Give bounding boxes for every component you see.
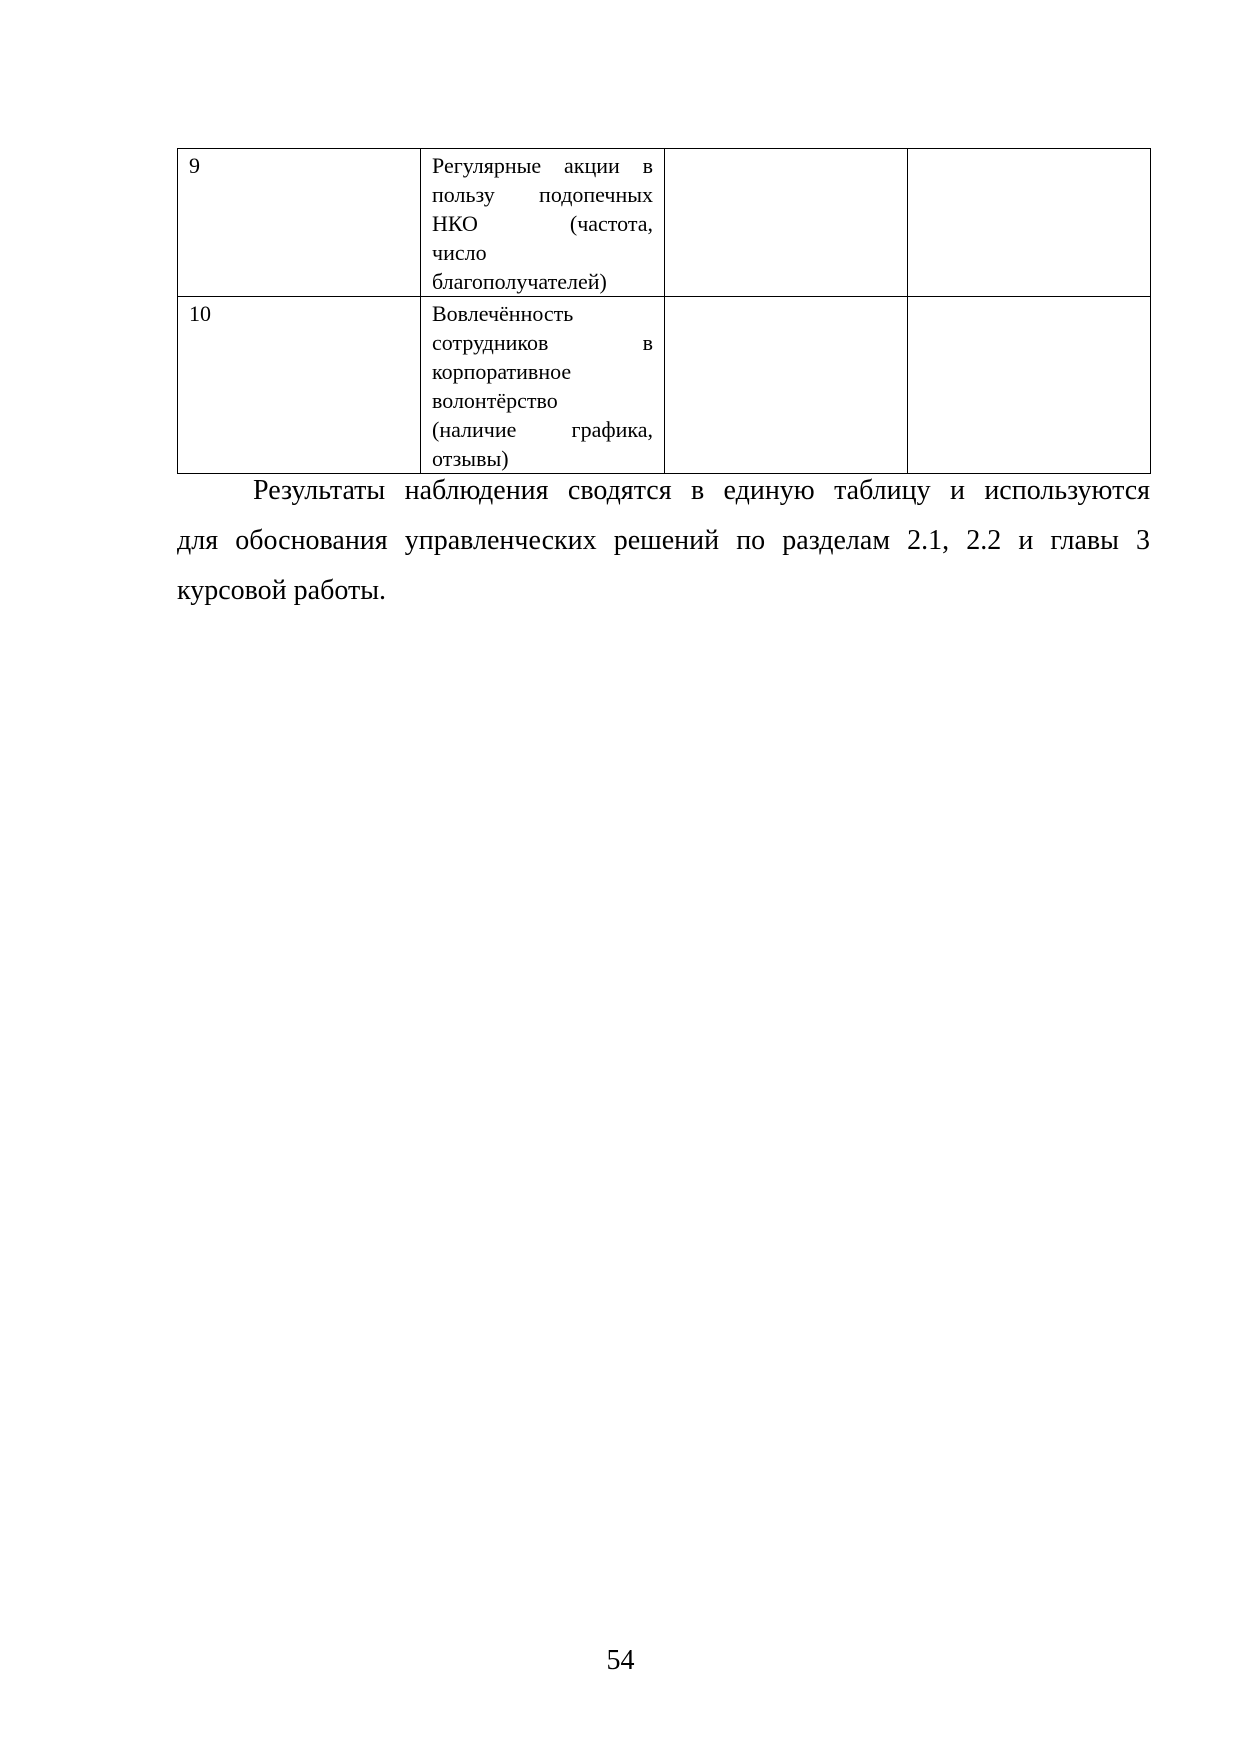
criterion-text-line: благополучателей) xyxy=(432,269,607,294)
criterion-text-line: пользу подопечных xyxy=(432,182,653,207)
criterion-text-line: Регулярные акции в xyxy=(432,153,653,178)
empty-cell xyxy=(665,149,908,297)
empty-cell xyxy=(665,297,908,474)
criterion-cell xyxy=(421,297,665,474)
table-row xyxy=(178,149,1151,297)
body-paragraph xyxy=(177,466,1150,616)
criterion-text-line: число xyxy=(432,240,487,265)
row-number: 9 xyxy=(189,153,200,178)
criterion-text-line: Вовлечённость xyxy=(432,301,574,326)
criterion-text-line: волонтёрство xyxy=(432,388,558,413)
empty-cell xyxy=(908,297,1151,474)
paragraph-line: для обоснования управленческих решений по разделам 2.1, 2.2 и главы 3 xyxy=(177,525,1150,556)
criterion-cell xyxy=(421,149,665,297)
criterion-text-line: сотрудников в xyxy=(432,330,653,355)
row-number-cell xyxy=(178,149,421,297)
criterion-text-line: отзывы) xyxy=(432,446,509,471)
empty-cell xyxy=(908,149,1151,297)
paragraph-line: Результаты наблюдения сводятся в единую таблицу и используются xyxy=(253,475,1150,506)
page-number: 54 xyxy=(606,1645,635,1676)
criterion-text-line: НКО (частота, xyxy=(432,211,653,236)
table-row xyxy=(178,297,1151,474)
row-number: 10 xyxy=(189,301,211,326)
row-number-cell xyxy=(178,297,421,474)
paragraph-line: курсовой работы. xyxy=(177,575,387,606)
observation-table xyxy=(177,148,1151,474)
criterion-text-line: корпоративное xyxy=(432,359,572,384)
criterion-text-line: (наличие графика, xyxy=(432,417,653,442)
